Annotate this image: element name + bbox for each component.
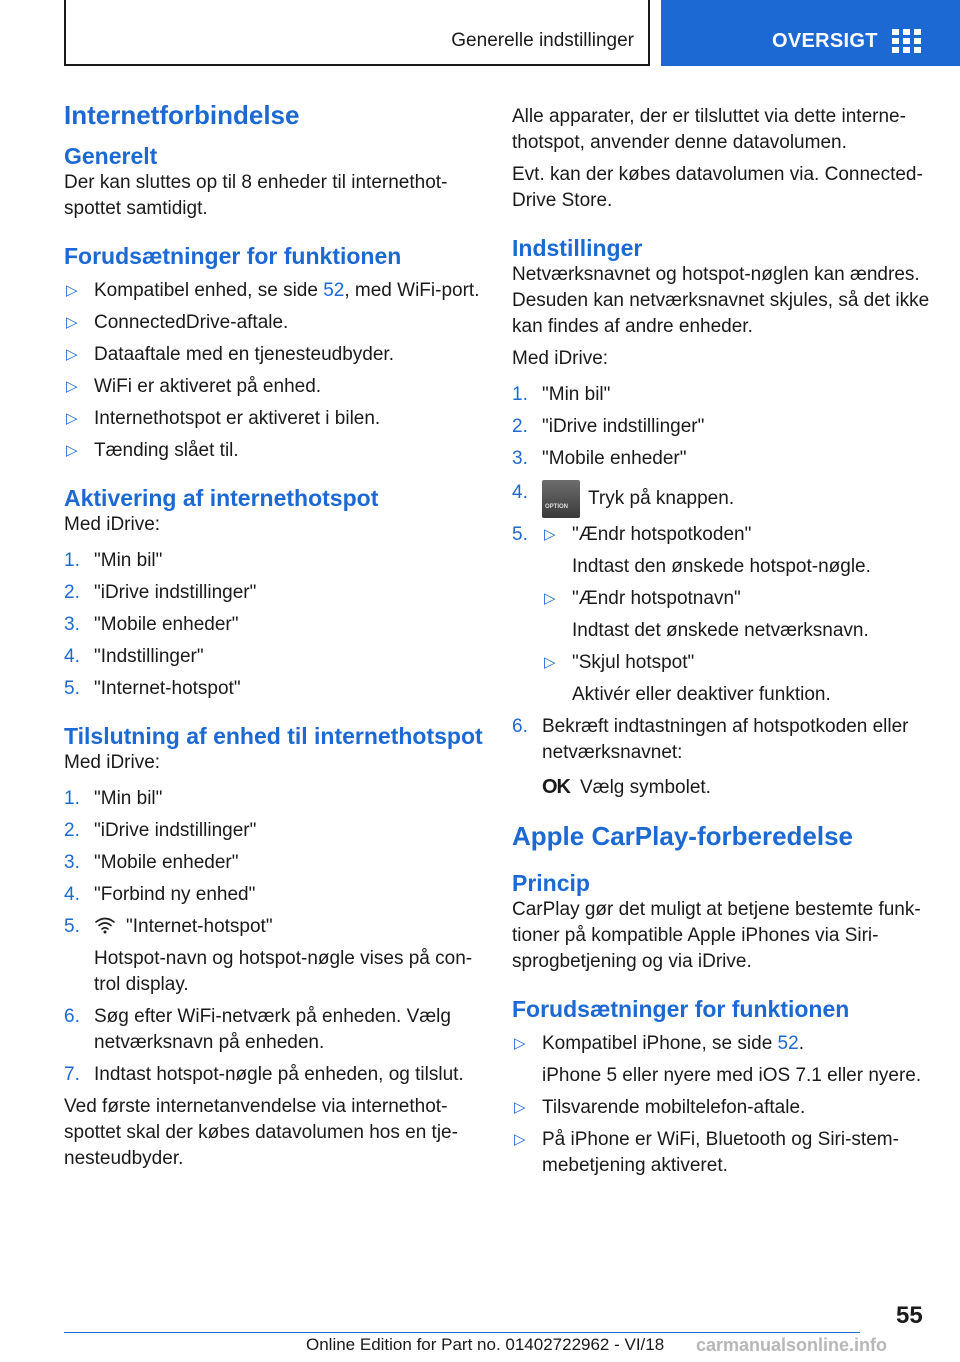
triangle-bullet-icon: ▷ xyxy=(66,410,78,427)
sub-item: ▷ "Ændr hotspotnavn" xyxy=(542,586,932,612)
step-item: 5. "Internet-hotspot" xyxy=(64,678,241,699)
list-item: ▷ ConnectedDrive-aftale. xyxy=(64,310,484,336)
wifi-icon xyxy=(94,916,116,934)
step-item: 1. "Min bil" xyxy=(64,550,163,571)
step-item: 3. "Mobile enheder" xyxy=(64,852,239,873)
triangle-bullet-icon: ▷ xyxy=(544,654,556,671)
triangle-bullet-icon: ▷ xyxy=(66,282,78,299)
generelt-text: Der kan sluttes op til 8 enheder til internethotspottet samtidigt. xyxy=(64,172,448,219)
left-column xyxy=(64,98,484,1172)
sub-item: ▷ "Skjul hotspot" xyxy=(542,650,932,676)
triangle-bullet-icon: ▷ xyxy=(544,590,556,607)
list-item: ▷ Kompatibel iPhone, se side 52. xyxy=(512,1031,932,1057)
footer-edition: Online Edition for Part no. 01402722962 - VI/18 xyxy=(306,1335,665,1354)
triangle-bullet-icon: ▷ xyxy=(514,1035,526,1052)
step-item: 2. "iDrive indstillinger" xyxy=(64,582,257,603)
connect-outro: Ved første internetanvendelse via internethotspottet skal der købes datavolumen hos en tjenesteudbyder. xyxy=(64,1096,458,1169)
triangle-bullet-icon: ▷ xyxy=(514,1099,526,1116)
connecteddrive-store-text: Evt. kan der købes datavolumen via. ConnectedDrive Store. xyxy=(512,164,923,211)
option-button-icon: OPTION xyxy=(542,480,580,518)
connect-intro: Med iDrive: xyxy=(64,752,161,773)
step-item: 5. ▷ "Ændr hotspotkoden" Indtast den ønskede hotspot-nøgle. ▷ "Ændr hotspotnavn" Indtast det ønskede netværksnavn. ▷ "Skjul hotspot" Aktivér eller deaktiver funktion. xyxy=(512,522,932,708)
footer-divider xyxy=(64,1332,860,1333)
watermark: carmanualsonline.info xyxy=(696,1335,888,1355)
list-item: ▷ Dataaftale med en tjenesteudbyder. xyxy=(64,342,484,368)
step-item: 4. "Forbind ny enhed" xyxy=(64,884,256,905)
list-item-note: iPhone 5 eller nyere med iOS 7.1 eller nyere. xyxy=(542,1065,922,1086)
step-item: 4. "Indstillinger" xyxy=(64,646,204,667)
step-note: Hotspot-navn og hotspot-nøgle vises på control display. xyxy=(94,948,473,995)
ok-icon: OK xyxy=(542,776,570,798)
ok-instruction: OK Vælg symbolet. xyxy=(542,776,711,798)
heading-principle: Princip xyxy=(512,870,590,896)
step-item: 1. "Min bil" xyxy=(512,384,611,405)
triangle-bullet-icon: ▷ xyxy=(544,526,556,543)
principle-text: CarPlay gør det muligt at betjene bestemte funktioner på kompatible Apple iPhones via Siri-sprogbetjening og via iDrive. xyxy=(512,899,921,972)
datavolume-text: Alle apparater, der er tilsluttet via dette internethotspot, anvender denne datavolumen. xyxy=(512,106,906,153)
overview-label: OVERSIGT xyxy=(772,30,878,52)
settings-text: Netværksnavnet og hotspot-nøglen kan ændres. Desuden kan netværksnavnet skjules, så det ikke kan findes af andre enheder. xyxy=(512,264,930,337)
step-item: 7. Indtast hotspot-nøgle på enheden, og tilslut. xyxy=(64,1064,464,1085)
settings-intro: Med iDrive: xyxy=(512,348,609,369)
heading-generelt: Generelt xyxy=(64,143,158,169)
list-item: ▷ Tænding slået til. xyxy=(64,438,484,464)
step-item: 1. "Min bil" xyxy=(64,788,163,809)
step-item: 2. "iDrive indstillinger" xyxy=(64,820,257,841)
step-item: 3. "Mobile enheder" xyxy=(64,614,239,635)
heading-activation: Aktivering af internethotspot xyxy=(64,485,379,511)
grid-menu-icon[interactable] xyxy=(892,29,922,53)
heading-settings: Indstillinger xyxy=(512,235,643,261)
page-number: 55 xyxy=(896,1302,923,1329)
triangle-bullet-icon: ▷ xyxy=(66,346,78,363)
heading-requirements-carplay: Forudsætninger for funktionen xyxy=(512,996,850,1022)
page-link[interactable]: 52 xyxy=(777,1033,799,1054)
header-section-title: Generelle indstillinger xyxy=(451,30,634,51)
triangle-bullet-icon: ▷ xyxy=(66,442,78,459)
step-item: 3. "Mobile enheder" xyxy=(512,448,687,469)
list-item: ▷ På iPhone er WiFi, Bluetooth og Siri-stemmebetjening aktiveret. xyxy=(514,1129,899,1176)
step-item: 2. "iDrive indstillinger" xyxy=(512,416,705,437)
heading-requirements: Forudsætninger for funktionen xyxy=(64,243,402,269)
header-section-box xyxy=(64,0,650,66)
triangle-bullet-icon: ▷ xyxy=(514,1131,526,1148)
sub-item: ▷ "Ændr hotspotkoden" xyxy=(542,522,932,548)
page-link[interactable]: 52 xyxy=(323,280,345,301)
triangle-bullet-icon: ▷ xyxy=(66,314,78,331)
step-item: 6. Søg efter WiFi-netværk på enheden. Vælg netværksnavn på enheden. xyxy=(64,1006,451,1053)
step-item: 4. OPTION Tryk på knappen. xyxy=(512,480,932,518)
step-item: 6. Bekræft indtastningen af hotspotkoden eller netværksnavnet: xyxy=(512,716,909,763)
triangle-bullet-icon: ▷ xyxy=(66,378,78,395)
list-item: ▷ WiFi er aktiveret på enhed. xyxy=(64,374,484,400)
heading-connect-device: Tilslutning af enhed til internethotspot xyxy=(64,723,483,749)
carplay-title: Apple CarPlay-forberedelse xyxy=(512,821,854,851)
list-item: ▷ Tilsvarende mobiltelefon-aftale. xyxy=(512,1095,932,1121)
step-item: 5. "Internet-hotspot" xyxy=(64,916,273,937)
list-item: ▷ Internethotspot er aktiveret i bilen. xyxy=(64,406,484,432)
activation-intro: Med iDrive: xyxy=(64,514,161,535)
right-column xyxy=(512,104,932,1179)
list-item: ▷ Kompatibel enhed, se side 52, med WiFi-port. xyxy=(64,278,484,304)
page-title: Internetforbindelse xyxy=(64,100,300,130)
